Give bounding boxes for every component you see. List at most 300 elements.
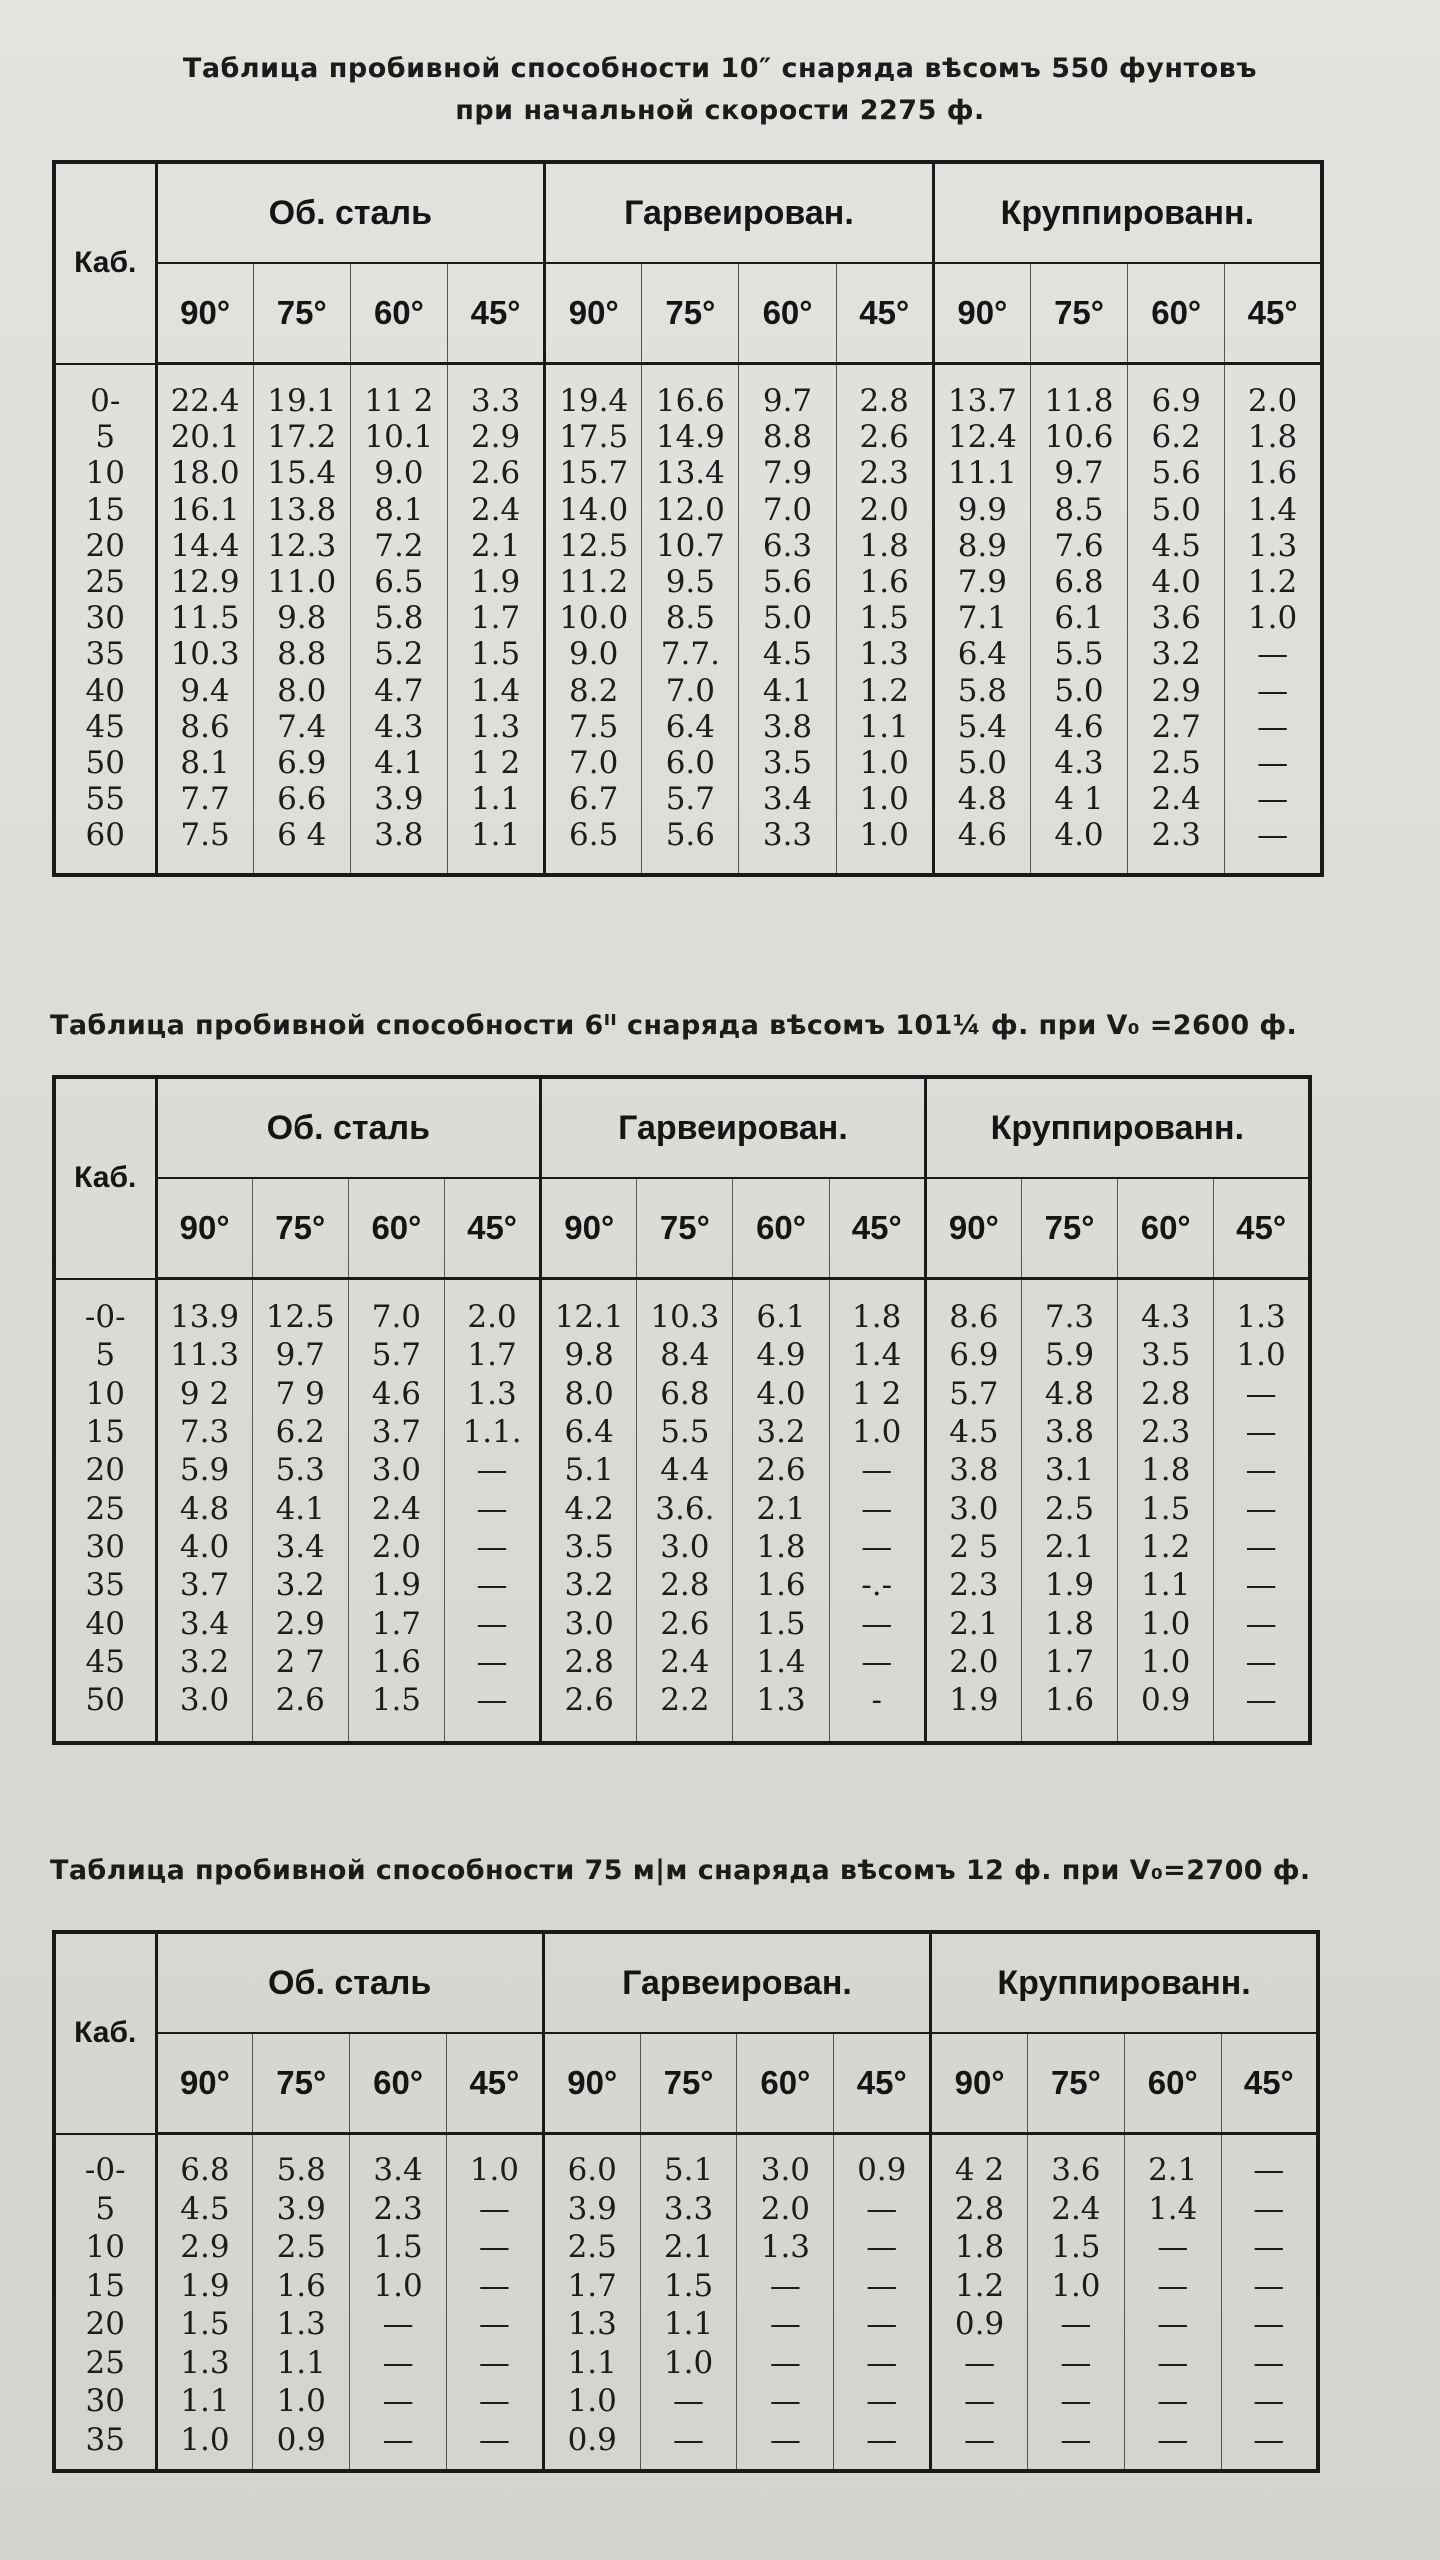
value-cell: 4.3 xyxy=(1030,745,1127,781)
value-cell: 2.1 xyxy=(640,2228,737,2267)
value-cell: — xyxy=(446,2190,543,2229)
value-cell: 15.7 xyxy=(545,455,642,491)
value-cell: 2.8 xyxy=(836,383,933,419)
table-row xyxy=(54,455,1322,491)
value-cell: 4.5 xyxy=(156,2190,253,2229)
range-cell: 10 xyxy=(54,1375,156,1413)
value-cell: 5.5 xyxy=(637,1413,733,1451)
value-cell: — xyxy=(446,2344,543,2383)
header-group: Круппированн. xyxy=(933,162,1322,263)
table-row xyxy=(54,1375,1310,1413)
value-cell: 6.0 xyxy=(642,745,739,781)
value-cell: 1.0 xyxy=(836,817,933,853)
value-cell: 1 2 xyxy=(829,1375,925,1413)
value-cell: 1.6 xyxy=(348,1643,444,1681)
table-row xyxy=(54,1643,1310,1681)
value-cell: 9.0 xyxy=(545,636,642,672)
header-angle: 45° xyxy=(836,263,933,364)
value-cell: 2.9 xyxy=(156,2228,253,2267)
value-cell: 2.0 xyxy=(737,2190,834,2229)
range-cell: 45 xyxy=(54,709,156,745)
value-cell: — xyxy=(834,2344,931,2383)
value-cell: 2.0 xyxy=(925,1643,1021,1681)
value-cell: 7.4 xyxy=(253,709,350,745)
table-row xyxy=(54,1604,1310,1642)
table-row xyxy=(54,2382,1318,2421)
value-cell: 1.0 xyxy=(1214,1336,1310,1374)
header-kab: Каб. xyxy=(54,1077,156,1279)
value-cell: 7.0 xyxy=(642,673,739,709)
value-cell: 3.7 xyxy=(348,1413,444,1451)
value-cell: 8.1 xyxy=(350,492,447,528)
value-cell: 1.5 xyxy=(733,1604,829,1642)
value-cell: — xyxy=(1027,2344,1124,2383)
value-cell: — xyxy=(931,2344,1028,2383)
value-cell: 3.8 xyxy=(350,817,447,853)
value-cell: 9.4 xyxy=(156,673,253,709)
value-cell: 8.8 xyxy=(739,419,836,455)
value-cell: 4.6 xyxy=(348,1375,444,1413)
value-cell: 8.0 xyxy=(253,673,350,709)
range-cell: 50 xyxy=(54,1681,156,1719)
value-cell: 3.0 xyxy=(737,2151,834,2190)
value-cell: 2.8 xyxy=(541,1643,637,1681)
header-group: Круппированн. xyxy=(931,1932,1318,2033)
value-cell: 2.7 xyxy=(1128,709,1225,745)
value-cell: 10.0 xyxy=(545,600,642,636)
penetration-table xyxy=(52,160,1324,877)
range-cell: 10 xyxy=(54,455,156,491)
value-cell: 3.7 xyxy=(156,1566,252,1604)
value-cell: 1.4 xyxy=(1225,492,1322,528)
table-row xyxy=(54,2305,1318,2344)
value-cell: — xyxy=(446,2228,543,2267)
value-cell: 13.8 xyxy=(253,492,350,528)
value-cell: 2.1 xyxy=(1021,1528,1117,1566)
value-cell: 6.2 xyxy=(252,1413,348,1451)
value-cell: 2 7 xyxy=(252,1643,348,1681)
value-cell: 6.0 xyxy=(543,2151,640,2190)
value-cell: 1.0 xyxy=(1027,2267,1124,2306)
table-row xyxy=(54,2151,1318,2190)
value-cell: 1.1 xyxy=(253,2344,350,2383)
value-cell: 20.1 xyxy=(156,419,253,455)
value-cell: — xyxy=(1124,2382,1221,2421)
value-cell: 8.6 xyxy=(925,1298,1021,1336)
value-cell: 12.9 xyxy=(156,564,253,600)
value-cell: 1.5 xyxy=(156,2305,253,2344)
value-cell: — xyxy=(737,2305,834,2344)
value-cell: — xyxy=(1124,2228,1221,2267)
header-kab: Каб. xyxy=(54,1932,156,2134)
value-cell: 2.9 xyxy=(447,419,544,455)
value-cell: 1.9 xyxy=(925,1681,1021,1719)
header-angle: 60° xyxy=(348,1178,444,1279)
value-cell: 2.6 xyxy=(252,1681,348,1719)
value-cell: 1.2 xyxy=(1118,1528,1214,1566)
range-cell: 40 xyxy=(54,1604,156,1642)
value-cell: 5.7 xyxy=(925,1375,1021,1413)
header-angle: 90° xyxy=(933,263,1030,364)
value-cell: 2.3 xyxy=(1128,817,1225,853)
value-cell: — xyxy=(1214,1451,1310,1489)
header-group: Об. сталь xyxy=(156,1077,541,1178)
value-cell: 1.7 xyxy=(543,2267,640,2306)
table-row xyxy=(54,383,1322,419)
value-cell: 7.7 xyxy=(156,781,253,817)
value-cell: — xyxy=(444,1528,540,1566)
value-cell: 19.1 xyxy=(253,383,350,419)
value-cell: — xyxy=(1214,1604,1310,1642)
value-cell: 12.5 xyxy=(252,1298,348,1336)
value-cell: 6.9 xyxy=(253,745,350,781)
value-cell: — xyxy=(737,2382,834,2421)
value-cell: — xyxy=(1214,1413,1310,1451)
value-cell: 3.3 xyxy=(640,2190,737,2229)
value-cell: 1.0 xyxy=(253,2382,350,2421)
value-cell: — xyxy=(834,2190,931,2229)
table-row xyxy=(54,636,1322,672)
table-row xyxy=(54,817,1322,853)
value-cell: 3.2 xyxy=(733,1413,829,1451)
value-cell: 7.5 xyxy=(545,709,642,745)
value-cell: 12.1 xyxy=(541,1298,637,1336)
value-cell: 1.3 xyxy=(733,1681,829,1719)
value-cell: 6.8 xyxy=(637,1375,733,1413)
header-angle: 90° xyxy=(931,2033,1028,2134)
value-cell: 2.4 xyxy=(1128,781,1225,817)
range-cell: -0- xyxy=(54,1298,156,1336)
table-row xyxy=(54,1451,1310,1489)
range-cell: 20 xyxy=(54,1451,156,1489)
value-cell: — xyxy=(1124,2305,1221,2344)
value-cell: 2.3 xyxy=(1118,1413,1214,1451)
value-cell: 3.3 xyxy=(447,383,544,419)
range-cell: 30 xyxy=(54,600,156,636)
value-cell: 10.6 xyxy=(1030,419,1127,455)
value-cell: 1.8 xyxy=(836,528,933,564)
value-cell: 6.7 xyxy=(545,781,642,817)
value-cell: — xyxy=(1225,745,1322,781)
value-cell: 2 5 xyxy=(925,1528,1021,1566)
value-cell: 12.3 xyxy=(253,528,350,564)
value-cell: 2.4 xyxy=(348,1489,444,1527)
value-cell: 1.1 xyxy=(836,709,933,745)
value-cell: 6.5 xyxy=(545,817,642,853)
value-cell: — xyxy=(1214,1489,1310,1527)
value-cell: 7.5 xyxy=(156,817,253,853)
value-cell: 9.7 xyxy=(739,383,836,419)
value-cell: 10.3 xyxy=(637,1298,733,1336)
value-cell: 1.3 xyxy=(253,2305,350,2344)
value-cell: 4.4 xyxy=(637,1451,733,1489)
header-angle: 90° xyxy=(156,2033,253,2134)
value-cell: 1.5 xyxy=(1118,1489,1214,1527)
value-cell: 7.1 xyxy=(933,600,1030,636)
value-cell: 8.9 xyxy=(933,528,1030,564)
value-cell: 4.3 xyxy=(1118,1298,1214,1336)
value-cell: 3.4 xyxy=(156,1604,252,1642)
value-cell: 13.9 xyxy=(156,1298,252,1336)
value-cell: 4.6 xyxy=(933,817,1030,853)
value-cell: 6.4 xyxy=(541,1413,637,1451)
value-cell: 3.4 xyxy=(252,1528,348,1566)
header-angle: 90° xyxy=(156,263,253,364)
value-cell: 2.0 xyxy=(836,492,933,528)
value-cell: 1.3 xyxy=(1225,528,1322,564)
value-cell: 10.1 xyxy=(350,419,447,455)
value-cell: — xyxy=(829,1643,925,1681)
value-cell: — xyxy=(1221,2228,1318,2267)
header-angle: 45° xyxy=(447,263,544,364)
value-cell: - xyxy=(829,1681,925,1719)
value-cell: — xyxy=(350,2344,447,2383)
caption-table-75mm: Таблица пробивной способности 75 м|м снаряда вѣсомъ 12 ф. при V₀=2700 ф. xyxy=(50,1855,1311,1886)
value-cell: — xyxy=(446,2267,543,2306)
range-cell: 15 xyxy=(54,1413,156,1451)
range-cell: -0- xyxy=(54,2151,156,2190)
value-cell: 4.1 xyxy=(252,1489,348,1527)
value-cell: 1.0 xyxy=(836,781,933,817)
value-cell: 8.5 xyxy=(1030,492,1127,528)
value-cell: 1.0 xyxy=(350,2267,447,2306)
value-cell: 3.5 xyxy=(541,1528,637,1566)
value-cell: 3.8 xyxy=(925,1451,1021,1489)
value-cell: — xyxy=(931,2421,1028,2460)
value-cell: 6 4 xyxy=(253,817,350,853)
value-cell: 8.5 xyxy=(642,600,739,636)
value-cell: 6.1 xyxy=(1030,600,1127,636)
value-cell: — xyxy=(1221,2382,1318,2421)
value-cell: — xyxy=(1221,2267,1318,2306)
value-cell: 1.0 xyxy=(1225,600,1322,636)
value-cell: 3.6. xyxy=(637,1489,733,1527)
value-cell: 1.5 xyxy=(1027,2228,1124,2267)
header-angle: 60° xyxy=(739,263,836,364)
value-cell: 7.9 xyxy=(933,564,1030,600)
value-cell: 12.4 xyxy=(933,419,1030,455)
value-cell: 2.4 xyxy=(637,1643,733,1681)
value-cell: 9.5 xyxy=(642,564,739,600)
value-cell: 2.1 xyxy=(1124,2151,1221,2190)
value-cell: 5.8 xyxy=(253,2151,350,2190)
value-cell: 2.3 xyxy=(836,455,933,491)
value-cell: — xyxy=(1027,2305,1124,2344)
value-cell: — xyxy=(444,1451,540,1489)
value-cell: 6.2 xyxy=(1128,419,1225,455)
value-cell: 1.4 xyxy=(733,1643,829,1681)
value-cell: 7.6 xyxy=(1030,528,1127,564)
value-cell: 1.3 xyxy=(836,636,933,672)
value-cell: 3.5 xyxy=(1118,1336,1214,1374)
value-cell: — xyxy=(1225,781,1322,817)
value-cell: 2.6 xyxy=(541,1681,637,1719)
value-cell: 4.5 xyxy=(925,1413,1021,1451)
value-cell: 1.6 xyxy=(733,1566,829,1604)
value-cell: 2.5 xyxy=(253,2228,350,2267)
value-cell: 2.2 xyxy=(637,1681,733,1719)
value-cell: 2.0 xyxy=(1225,383,1322,419)
header-group: Об. сталь xyxy=(156,162,545,263)
range-cell: 5 xyxy=(54,2190,156,2229)
range-cell: 25 xyxy=(54,564,156,600)
value-cell: 2.4 xyxy=(1027,2190,1124,2229)
value-cell: 11.5 xyxy=(156,600,253,636)
value-cell: 4.0 xyxy=(1128,564,1225,600)
range-cell: 30 xyxy=(54,1528,156,1566)
value-cell: — xyxy=(1124,2344,1221,2383)
value-cell: 5.0 xyxy=(1030,673,1127,709)
range-cell: 40 xyxy=(54,673,156,709)
value-cell: — xyxy=(1027,2421,1124,2460)
value-cell: 9.8 xyxy=(541,1336,637,1374)
value-cell: 1.6 xyxy=(836,564,933,600)
value-cell: 3.3 xyxy=(739,817,836,853)
header-angle: 45° xyxy=(1221,2033,1318,2134)
value-cell: 1.7 xyxy=(348,1604,444,1642)
value-cell: 5.6 xyxy=(642,817,739,853)
value-cell: 7.0 xyxy=(348,1298,444,1336)
value-cell: 1.0 xyxy=(640,2344,737,2383)
value-cell: 2.6 xyxy=(637,1604,733,1642)
value-cell: — xyxy=(834,2267,931,2306)
value-cell: 5.0 xyxy=(739,600,836,636)
value-cell: — xyxy=(834,2228,931,2267)
value-cell: 5.5 xyxy=(1030,636,1127,672)
value-cell: 16.1 xyxy=(156,492,253,528)
header-angle: 75° xyxy=(637,1178,733,1279)
value-cell: 1.2 xyxy=(1225,564,1322,600)
header-angle: 45° xyxy=(446,2033,543,2134)
value-cell: 0.9 xyxy=(931,2305,1028,2344)
value-cell: — xyxy=(1221,2190,1318,2229)
value-cell: 2.9 xyxy=(252,1604,348,1642)
value-cell: 2.6 xyxy=(447,455,544,491)
value-cell: 4.7 xyxy=(350,673,447,709)
value-cell: 1.5 xyxy=(447,636,544,672)
value-cell: 6.8 xyxy=(1030,564,1127,600)
value-cell: 3.6 xyxy=(1027,2151,1124,2190)
value-cell: 13.7 xyxy=(933,383,1030,419)
value-cell: — xyxy=(737,2421,834,2460)
value-cell: 2.8 xyxy=(637,1566,733,1604)
value-cell: 1.6 xyxy=(253,2267,350,2306)
header-angle: 75° xyxy=(1030,263,1127,364)
value-cell: 3.5 xyxy=(739,745,836,781)
value-cell: 10.7 xyxy=(642,528,739,564)
value-cell: 9.8 xyxy=(253,600,350,636)
header-angle: 75° xyxy=(1021,1178,1117,1279)
header-group: Гарвеирован. xyxy=(545,162,934,263)
value-cell: 5.9 xyxy=(156,1451,252,1489)
value-cell: 11.2 xyxy=(545,564,642,600)
table-row xyxy=(54,745,1322,781)
value-cell: 7.3 xyxy=(156,1413,252,1451)
value-cell: — xyxy=(1214,1528,1310,1566)
value-cell: — xyxy=(640,2421,737,2460)
value-cell: 1.6 xyxy=(1021,1681,1117,1719)
header-angle: 90° xyxy=(541,1178,637,1279)
value-cell: 3.4 xyxy=(739,781,836,817)
value-cell: 11.1 xyxy=(933,455,1030,491)
header-angle: 60° xyxy=(733,1178,829,1279)
value-cell: 5.1 xyxy=(640,2151,737,2190)
value-cell: 1.0 xyxy=(1118,1643,1214,1681)
value-cell: 18.0 xyxy=(156,455,253,491)
value-cell: — xyxy=(1214,1566,1310,1604)
value-cell: 6.8 xyxy=(156,2151,253,2190)
header-angle: 75° xyxy=(640,2033,737,2134)
value-cell: 1.1 xyxy=(543,2344,640,2383)
value-cell: 7 9 xyxy=(252,1375,348,1413)
value-cell: 9.9 xyxy=(933,492,1030,528)
value-cell: 4 1 xyxy=(1030,781,1127,817)
value-cell: — xyxy=(446,2305,543,2344)
value-cell: 4.0 xyxy=(1030,817,1127,853)
value-cell: 2.1 xyxy=(925,1604,1021,1642)
table-row xyxy=(54,2190,1318,2229)
header-angle: 60° xyxy=(1118,1178,1214,1279)
value-cell: 2.8 xyxy=(1118,1375,1214,1413)
header-angle: 45° xyxy=(834,2033,931,2134)
value-cell: 1.4 xyxy=(1124,2190,1221,2229)
value-cell: 13.4 xyxy=(642,455,739,491)
value-cell: 1.7 xyxy=(1021,1643,1117,1681)
value-cell: 4.6 xyxy=(1030,709,1127,745)
value-cell: 8.2 xyxy=(545,673,642,709)
header-angle: 90° xyxy=(545,263,642,364)
value-cell: 7.0 xyxy=(739,492,836,528)
value-cell: 1.3 xyxy=(737,2228,834,2267)
value-cell: 3.0 xyxy=(637,1528,733,1566)
header-angle: 60° xyxy=(737,2033,834,2134)
value-cell: 11 2 xyxy=(350,383,447,419)
value-cell: 5.8 xyxy=(933,673,1030,709)
range-cell: 5 xyxy=(54,1336,156,1374)
table-row xyxy=(54,2267,1318,2306)
title-line-2: при начальной скорости 2275 ф. xyxy=(455,95,985,126)
range-cell: 45 xyxy=(54,1643,156,1681)
range-cell: 35 xyxy=(54,636,156,672)
value-cell: 1.8 xyxy=(1225,419,1322,455)
value-cell: 4.8 xyxy=(933,781,1030,817)
header-angle: 90° xyxy=(925,1178,1021,1279)
value-cell: 1.2 xyxy=(836,673,933,709)
value-cell: — xyxy=(444,1566,540,1604)
value-cell: — xyxy=(350,2382,447,2421)
value-cell: 2.5 xyxy=(1128,745,1225,781)
value-cell: 4.3 xyxy=(350,709,447,745)
range-cell: 60 xyxy=(54,817,156,853)
header-group: Гарвеирован. xyxy=(541,1077,926,1178)
table-row xyxy=(54,1336,1310,1374)
value-cell: 5.7 xyxy=(348,1336,444,1374)
value-cell: — xyxy=(1124,2421,1221,2460)
value-cell: — xyxy=(1214,1681,1310,1719)
value-cell: — xyxy=(1221,2421,1318,2460)
table-row xyxy=(54,2421,1318,2460)
value-cell: 2.1 xyxy=(447,528,544,564)
value-cell: 4.0 xyxy=(156,1528,252,1566)
value-cell: 6.3 xyxy=(739,528,836,564)
value-cell: 5.9 xyxy=(1021,1336,1117,1374)
value-cell: 1.1 xyxy=(156,2382,253,2421)
value-cell: 3.8 xyxy=(1021,1413,1117,1451)
table-row xyxy=(54,2228,1318,2267)
value-cell: 12.0 xyxy=(642,492,739,528)
value-cell: 8.4 xyxy=(637,1336,733,1374)
header-group: Круппированн. xyxy=(925,1077,1310,1178)
